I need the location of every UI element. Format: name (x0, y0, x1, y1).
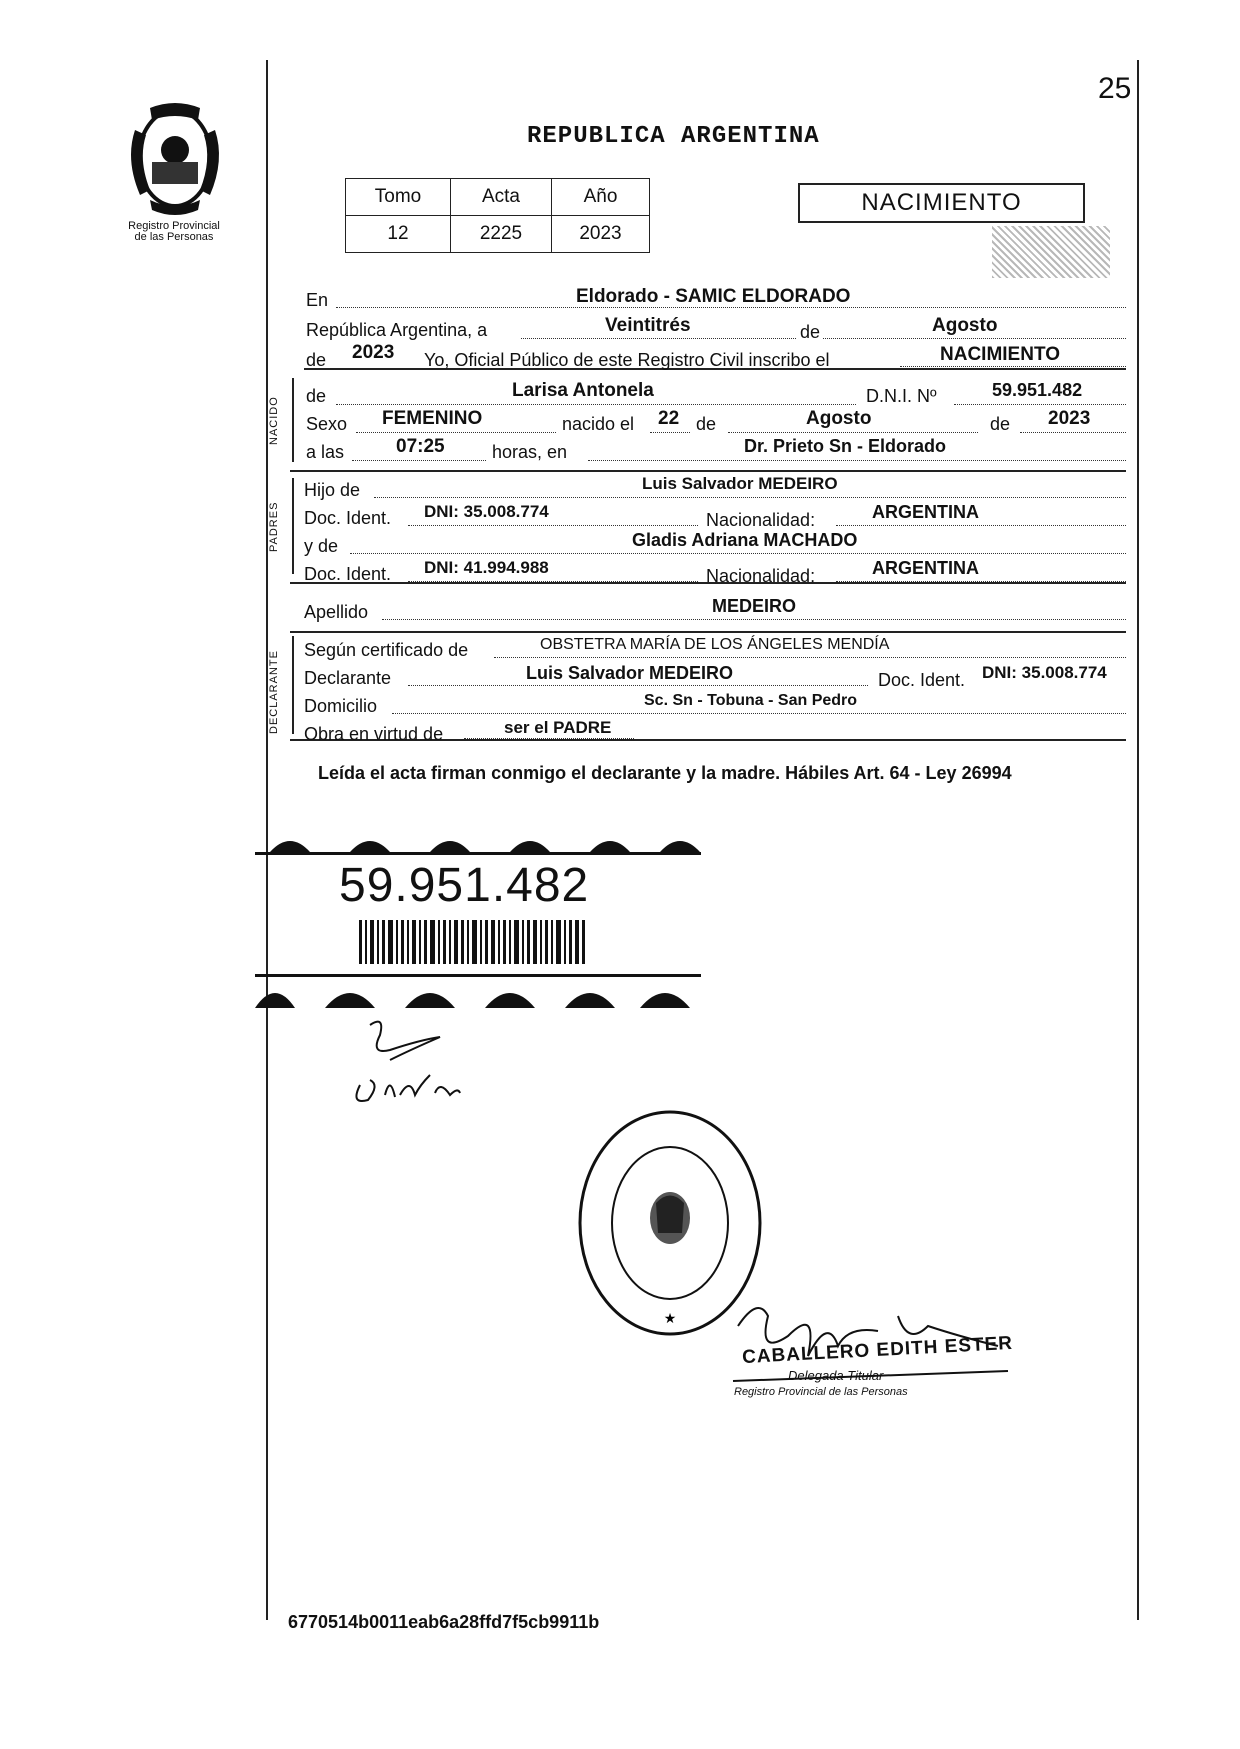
dotted-line (588, 460, 1126, 461)
dotted-line (356, 432, 556, 433)
declarante-doc-label: Doc. Ident. (878, 670, 966, 690)
table-header-tomo: Tomo (346, 179, 451, 216)
section-label-padres: PADRES (268, 501, 280, 552)
table-header-acta: Acta (451, 179, 552, 216)
horas-label: horas, en (492, 442, 568, 462)
dotted-line (836, 525, 1126, 526)
fingerprint-strip-top-icon (255, 830, 701, 860)
stamp-title: Delegada Titular (788, 1368, 884, 1383)
date-label-2: de (797, 322, 823, 343)
hora-label: a las (306, 442, 345, 462)
dotted-line (336, 404, 856, 405)
logo-caption-line1: Registro Provincial (128, 220, 220, 232)
hijo-de-label: Hijo de (304, 480, 361, 500)
date-day: Veintitrés (605, 315, 691, 336)
dotted-line (352, 460, 486, 461)
dotted-line (408, 581, 698, 582)
birth-month: Agosto (806, 408, 872, 429)
table-header-ano: Año (552, 179, 650, 216)
y-de-label: y de (304, 536, 339, 556)
year-label-2: Yo, Oficial Público de este Registro Civil inscribo el (424, 350, 830, 370)
mother-doc-label: Doc. Ident. (304, 564, 392, 584)
dotted-line (382, 619, 1126, 620)
stamp-name: CABALLERO EDITH ESTER (741, 1332, 1014, 1369)
declarante-name: Luis Salvador MEDEIRO (526, 663, 734, 683)
dotted-line (408, 525, 698, 526)
birth-place: Dr. Prieto Sn - Eldorado (744, 436, 947, 456)
padres-bracket (292, 478, 294, 574)
svg-text:★: ★ (663, 1310, 677, 1326)
nacido-bracket (292, 378, 294, 462)
section-label-declarante: DECLARANTE (268, 650, 280, 734)
father-name: Luis Salvador MEDEIRO (642, 474, 838, 493)
section-label-nacido: NACIDO (268, 396, 280, 445)
birth-year: 2023 (1048, 408, 1091, 429)
registration-type: NACIMIENTO (940, 344, 1060, 365)
declarante-label: Declarante (304, 668, 392, 688)
security-hologram (992, 226, 1110, 278)
apellido-label: Apellido (304, 602, 369, 622)
doc-type-box: NACIMIENTO (798, 183, 1085, 223)
father-nat-label: Nacionalidad: (706, 510, 816, 530)
table-value-ano: 2023 (552, 216, 650, 253)
date-month: Agosto (932, 315, 998, 336)
fingerprint-strip-bottom-icon (255, 970, 701, 1010)
obra-label: Obra en virtud de (304, 724, 444, 744)
obra-value: ser el PADRE (504, 718, 612, 737)
signature-scribble-icon (340, 1015, 480, 1115)
dni-sticker (255, 830, 701, 1010)
dotted-line (900, 366, 1126, 367)
dotted-line (650, 432, 690, 433)
mother-nat-label: Nacionalidad: (706, 566, 816, 586)
logo-caption-line2: de las Personas (134, 231, 214, 243)
document-hash: 6770514b0011eab6a28ffd7f5cb9911b (288, 1612, 600, 1632)
sexo-value: FEMENINO (382, 408, 483, 429)
page-number: 25 (1098, 72, 1132, 105)
dotted-line (494, 657, 1126, 658)
dotted-line (408, 685, 868, 686)
mother-signature (340, 1015, 480, 1115)
declarante-bracket (292, 636, 294, 734)
dotted-line (1020, 432, 1126, 433)
place-label: En (306, 290, 329, 310)
dotted-line (350, 553, 1126, 554)
dotted-line (521, 338, 1126, 339)
father-doc-label: Doc. Ident. (304, 508, 392, 528)
province-logo (120, 100, 230, 220)
tomo-acta-ano-table (345, 178, 650, 253)
sticker-dni-number: 59.951.482 (339, 859, 590, 912)
place-value: Eldorado - SAMIC ELDORADO (576, 286, 851, 307)
declarante-doc: DNI: 35.008.774 (982, 663, 1107, 682)
apellido-value: MEDEIRO (712, 596, 797, 616)
child-name: Larisa Antonela (512, 380, 654, 401)
barcode-icon (359, 920, 589, 964)
misiones-shield-icon (120, 100, 230, 220)
father-nationality: ARGENTINA (872, 502, 979, 522)
closing-text: Leída el acta firman conmigo el declarante y la madre. Hábiles Art. 64 - Ley 26994 (318, 763, 1012, 783)
cert-label: Según certificado de (304, 640, 469, 660)
mother-doc: DNI: 41.994.988 (424, 558, 549, 577)
nacido-de-label: de (306, 386, 327, 406)
domicilio-label: Domicilio (304, 696, 378, 716)
table-value-tomo: 12 (346, 216, 451, 253)
dotted-line (392, 713, 1126, 714)
dotted-line (728, 432, 978, 433)
dni-label: D.N.I. Nº (866, 386, 937, 406)
child-dni: 59.951.482 (992, 380, 1083, 400)
cert-value: OBSTETRA MARÍA DE LOS ÁNGELES MENDÍA (540, 636, 890, 653)
year-value: 2023 (352, 342, 395, 363)
dotted-line (464, 738, 634, 739)
dotted-line (954, 404, 1126, 405)
nacido-el-label: nacido el (562, 414, 635, 434)
dotted-line (374, 497, 1126, 498)
official-signature-stamp (728, 1296, 1028, 1426)
date-label-1: República Argentina, a (306, 320, 488, 340)
sexo-label: Sexo (306, 414, 348, 434)
country-title: REPUBLICA ARGENTINA (527, 123, 820, 150)
de-label-3: de (990, 414, 1011, 434)
table-value-acta: 2225 (451, 216, 552, 253)
dotted-line (836, 581, 1126, 582)
separator-2 (290, 470, 1126, 472)
birth-time: 07:25 (396, 436, 445, 457)
separator-4 (290, 631, 1126, 633)
birth-day: 22 (658, 408, 680, 429)
mother-nationality: ARGENTINA (872, 558, 979, 578)
stamp-institution: Registro Provincial de las Personas (734, 1386, 908, 1398)
domicilio-value: Sc. Sn - Tobuna - San Pedro (644, 692, 858, 709)
mother-name: Gladis Adriana MACHADO (632, 530, 858, 550)
father-doc: DNI: 35.008.774 (424, 502, 549, 521)
right-margin-line (1137, 60, 1139, 1620)
logo-caption (104, 221, 244, 243)
de-label-2: de (696, 414, 717, 434)
year-label-1: de (306, 350, 327, 370)
